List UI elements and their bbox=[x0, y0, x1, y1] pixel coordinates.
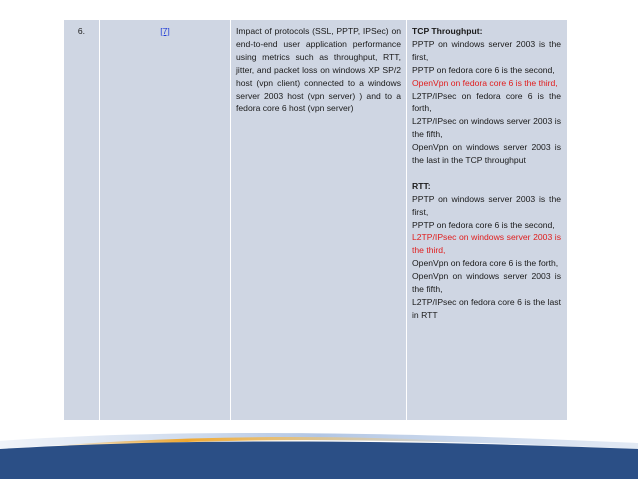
rtt-result-item: L2TP/IPsec on fedora core 6 is the last in RTT bbox=[412, 297, 561, 320]
rtt-result-item: PPTP on windows server 2003 is the first, bbox=[412, 193, 561, 217]
reference-link[interactable]: [7] bbox=[160, 26, 170, 36]
description-cell bbox=[231, 20, 406, 420]
row-number: 6. bbox=[77, 26, 86, 36]
section-gap bbox=[412, 167, 561, 180]
tcp-throughput-heading: TCP Throughput: bbox=[412, 26, 483, 36]
rtt-result-item: OpenVpn on fedora core 6 is the forth, bbox=[412, 258, 559, 269]
results-cell bbox=[407, 20, 567, 420]
footer-swoosh-decoration bbox=[0, 427, 638, 479]
tcp-result-item-highlighted: OpenVpn on fedora core 6 is the third, bbox=[412, 77, 558, 88]
tcp-result-item: L2TP/IPsec on windows server 2003 is the fifth, bbox=[412, 116, 561, 140]
comparison-table-row bbox=[63, 20, 568, 420]
tcp-result-item: PPTP on fedora core 6 is the second, bbox=[412, 64, 555, 75]
tcp-result-item: OpenVpn on windows server 2003 is the last in the TCP throughput bbox=[412, 142, 561, 166]
footer-dark-band bbox=[0, 442, 638, 479]
rtt-result-item: OpenVpn on windows server 2003 is the fifth, bbox=[412, 271, 561, 295]
rtt-result-item-highlighted: L2TP/IPsec on windows server 2003 is the third, bbox=[412, 232, 561, 256]
reference-cell bbox=[100, 20, 230, 420]
tcp-result-item: PPTP on windows server 2003 is the first, bbox=[412, 38, 561, 62]
rtt-result-item: PPTP on fedora core 6 is the second, bbox=[412, 219, 555, 230]
rtt-heading: RTT: bbox=[412, 180, 431, 191]
tcp-result-item: L2TP/IPsec on fedora core 6 is the forth, bbox=[412, 90, 561, 114]
description-text: Impact of protocols (SSL, PPTP, IPSec) on end-to-end user application performance using metrics such as throughput, RTT, jitter, and packet loss on windows XP SP/2 host (vpn client) connected to a windows server 2003 host (vpn server) ) and to a fedora core 6 host (vpn server) bbox=[236, 26, 401, 114]
row-number-cell bbox=[64, 20, 99, 420]
